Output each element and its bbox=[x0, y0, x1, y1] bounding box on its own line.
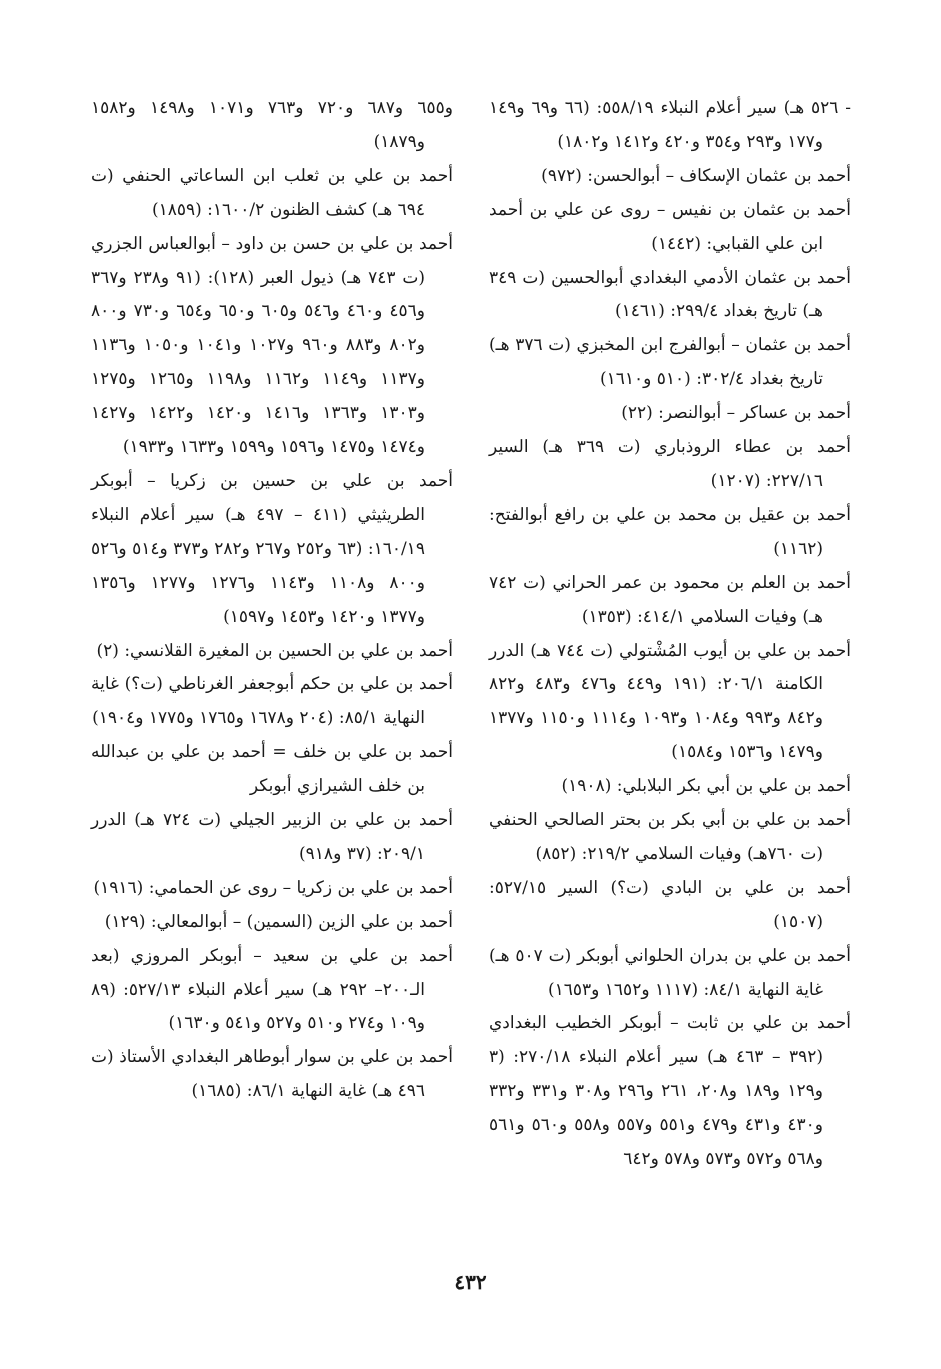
index-entry: أحمد بن علي بن زكريا – روى عن الحمامي: (١٩١٦) bbox=[93, 877, 453, 898]
index-entry: أحمد بن علي بن أيوب المُشْتولي (ت ٧٤٤ هـ) الدرر الكامنة ٢٠٦/١: (١٩١ و٤٤٩ و٤٧٦ و٤٨٣ و٨٢٢ و٨٤٢ و٩٩٣ و١٠٨٤ و١٠٩٣ و١١١٤ و١١٥٠ و١٣٧٧ و١٤٧٩ و١٥٣٦ و١٥٨٤) bbox=[489, 640, 851, 763]
index-entry: أحمد بن علي بن بدران الحلواني أبوبكر (ت ٥٠٧ هـ) غاية النهاية ٨٤/١: (١١١٧ و١٦٥٢ و١٦٥٣) bbox=[489, 945, 852, 1000]
index-entry: أحمد بن علي بن سوار أبوطاهر البغدادي الأستاذ (ت ٤٩٦ هـ) غاية النهاية ٨٦/١: (١٦٨٥) bbox=[91, 1047, 453, 1102]
index-entry: أحمد بن علي بن حكم أبوجعفر الغرناطي (ت؟) غاية النهاية ٨٥/١: (٢٠٤ و١٦٧٨ و١٧٦٥ و١٧٧٥ و١٩٠٤) bbox=[91, 674, 453, 729]
index-entry: - ٥٢٦ هـ) سير أعلام النبلاء ٥٥٨/١٩: (٦٦ و٦٩ و١٤٩ و١٧٧ و٢٩٣ و٣٥٤ و٤٢٠ و١٤١٢ و١٨٠٢) bbox=[489, 98, 852, 152]
index-entry: أحمد بن علي بن ثعلب ابن الساعاتي الحنفي (ت ٦٩٤ هـ) كشف الظنون ١٦٠٠/٢: (١٨٥٩) bbox=[91, 165, 453, 220]
index-entry: أحمد بن علي بن ثابت – أبوبكر الخطيب البغدادي (٣٩٢ – ٤٦٣ هـ) سير أعلام النبلاء ٢٧٠/١٨: (٣ و١٢٩ و١٨٩ و٢٠٨، ٢٦١ و٢٩٦ و٣٠٨ و٣٣١ و٣٣٢ و٤٣٠ و٤٣١ و٤٧٩ و٥٥١ و٥٥٧ و٥٥٨ و٥٦٠ و٥٦١ و٥٦٨ و٥٧٢ و٥٧٣ و٥٧٨ و٦٤٢ bbox=[489, 1013, 851, 1170]
index-entry: أحمد بن عساكر – أبوالنصر: (٢٢) bbox=[621, 403, 851, 424]
index-entry: و٦٥٥ و٦٨٧ و٧٢٠ و٧٦٣ و١٠٧١ و١٤٩٨ و١٥٨٢ و١٨٧٩) bbox=[91, 98, 453, 152]
index-entry: أحمد بن علي بن البادي (ت؟) السير ٥٢٧/١٥: (١٥٠٧) bbox=[489, 877, 851, 932]
left-column bbox=[91, 92, 453, 1109]
page-number: ٤٣٢ bbox=[454, 1270, 487, 1294]
index-entry: أحمد بن العلم بن محمود بن عمر الحراني (ت ٧٤٢ هـ) وفيات السلامي ٤١٤/١: (١٣٥٣) bbox=[489, 572, 851, 627]
index-entry: أحمد بن علي بن خلف = أحمد بن علي بن عبدالله بن خلف الشيرازي أبوبكر bbox=[91, 742, 453, 797]
index-entry: أحمد بن علي بن أبي بكر بن بحتر الصالحي الحنفي (ت ٧٦٠هـ) وفيات السلامي ٢١٩/٢: (٨٥٢) bbox=[489, 810, 851, 864]
index-entry: أحمد بن علي الزين (السمين) – أبوالمعالي: (١٢٩) bbox=[104, 911, 453, 932]
index-entry: أحمد بن علي بن أبي بكر البلابلي: (١٩٠٨) bbox=[561, 776, 851, 797]
index-entry: أحمد بن علي بن الزبير الجيلي (ت ٧٢٤ هـ) الدرر ٢٠٩/١: (٣٧ و٩١٨) bbox=[91, 810, 454, 864]
index-entry: أحمد بن علي بن سعيد – أبوبكر المروزي (بعد الـ٢٠٠– ٢٩٢ هـ) سير أعلام النبلاء ٥٢٧/١٣: (٨٩ و١٠٩ و٢٧٤ و٥١٠ و٥٢٧ و٥٤١ و١٦٣٠) bbox=[91, 945, 453, 1034]
index-entry: أحمد بن عقيل بن محمد بن علي بن رافع أبوالفتح: (١١٦٢) bbox=[489, 504, 851, 559]
index-entry: أحمد بن عثمان الإسكاف – أبوالحسن: (٩٧٢) bbox=[541, 165, 851, 186]
index-entry: أحمد بن علي بن حسين بن زكريا – أبوبكر الطريثيثي (٤١١ – ٤٩٧ هـ) سير أعلام النبلاء ١٦٠/١٩: (٦٣ و٢٥٢ و٢٦٧ و٢٨٢ و٣٧٣ و٥١٤ و٥٢٦ و٨٠٠ و١١٠٨ و١١٤٣ و١٢٧٦ و١٢٧٧ و١٣٥٦ و١٣٧٧ و١٤٢٠ و١٤٥٣ و١٥٩٧) bbox=[91, 470, 453, 627]
index-entry: أحمد بن عثمان – أبوالفرج ابن المخبزي (ت ٣٧٦ هـ) تاريخ بغداد ٣٠٢/٤: (٥١٠ و١٦١٠) bbox=[489, 335, 852, 390]
index-entry: أحمد بن علي بن الحسين بن المغيرة القلانسي: (٢) bbox=[96, 640, 453, 661]
index-entry: أحمد بن عثمان بن نفيس – روى عن علي بن أحمد ابن علي القبابي: (١٤٤٢) bbox=[489, 199, 851, 254]
index-entry: أحمد بن عطاء الروذباري (ت ٣٦٩ هـ) السير ٢٢٧/١٦: (١٢٠٧) bbox=[489, 437, 852, 491]
right-column bbox=[489, 92, 851, 1177]
index-entry: أحمد بن عثمان الأدمي البغدادي أبوالحسين (ت ٣٤٩ هـ) تاريخ بغداد ٢٩٩/٤: (١٤٦١) bbox=[489, 267, 851, 322]
index-entry: أحمد بن علي بن حسن بن داود – أبوالعباس الجزري (ت ٧٤٣ هـ) ذيول العبر (١٢٨): (٩١ و٢٣٨ و٣٦٧ و٤٥٦ و٤٦٠ و٥٤٦ و٦٠٥ و٦٥٠ و٦٥٤ و٧٣٠ و٨٠٠ و٨٠٢ و٨٨٣ و٩٦٠ و١٠٢٧ و١٠٤١ و١٠٥٠ و١١٣٦ و١١٣٧ و١١٤٩ و١١٦٢ و١١٩٨ و١٢٦٥ و١٢٧٥ و١٣٠٣ و١٣٦٣ و١٤١٦ و١٤٢٠ و١٤٢٢ و١٤٢٧ و١٤٧٤ و١٤٧٥ و١٥٩٦ و١٥٩٩ و١٦٣٣ و١٩٣٣) bbox=[91, 233, 453, 458]
